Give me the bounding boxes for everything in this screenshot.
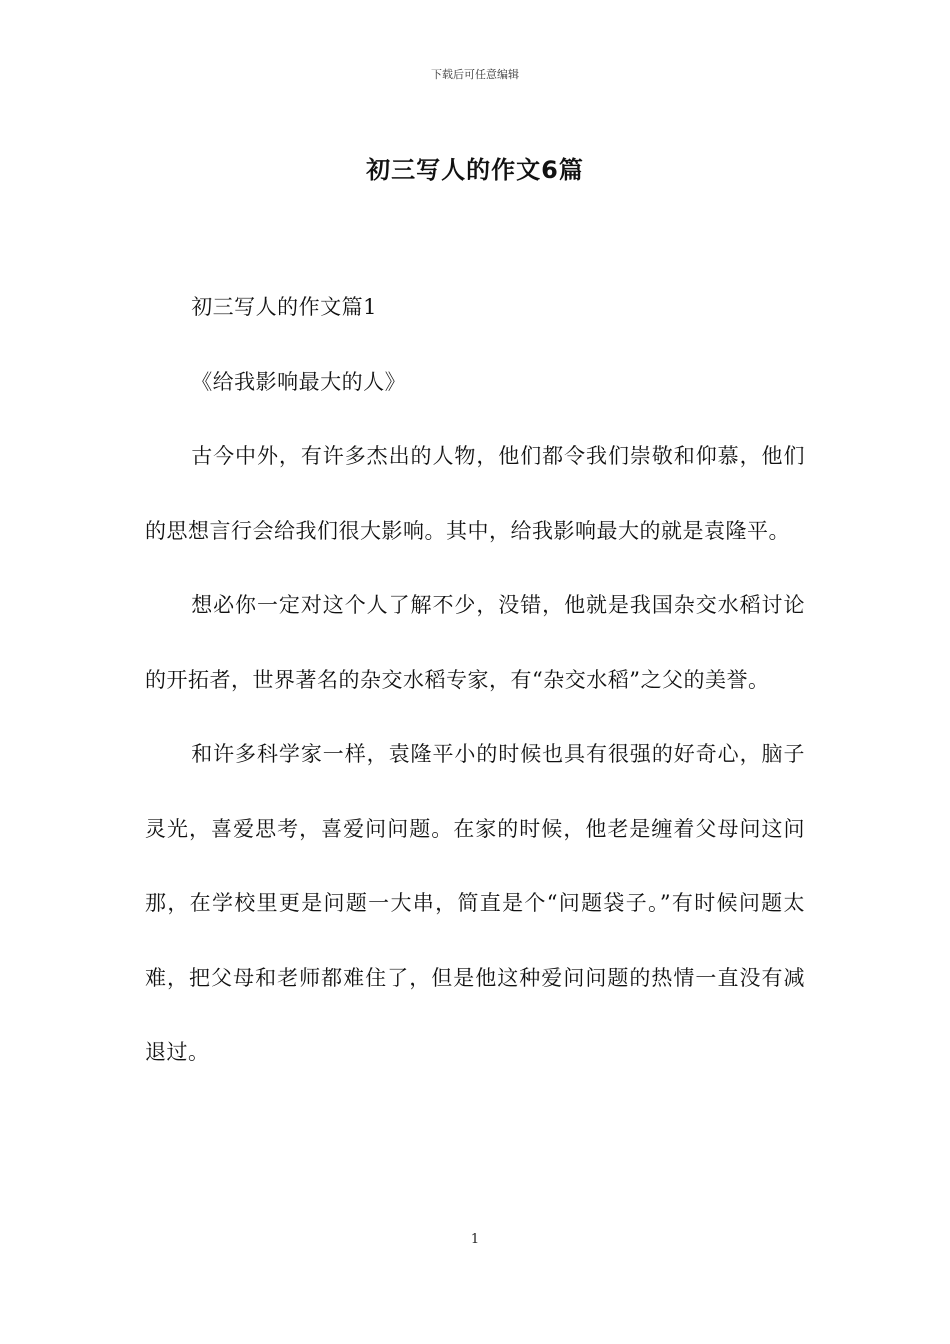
page-number: 1 [470,1232,480,1247]
paragraph: 想必你一定对这个人了解不少，没错，他就是我国杂交水稻讨论的开拓者，世界著名的杂交水稻专家，有“杂交水稻”之父的美誉。 [145,593,805,692]
document-body [145,270,805,1090]
header-note: 下载后可任意编辑 [431,68,519,81]
paragraph: 古今中外，有许多杰出的人物，他们都令我们崇敬和仰慕，他们的思想言行会给我们很大影响。其中，给我影响最大的就是袁隆平。 [145,444,805,543]
essay-title: 《给我影响最大的人》 [191,369,407,394]
paragraph: 和许多科学家一样，袁隆平小的时候也具有很强的好奇心，脑子灵光，喜爱思考，喜爱问问题。在家的时候，他老是缠着父母问这问那，在学校里更是问题一大串，简直是个“问题袋子。”有时候问题太难，把父母和老师都难住了，但是他这种爱问问题的热情一直没有减退过。 [145,742,805,1064]
document-title: 初三写人的作文6篇 [366,156,584,184]
section-heading: 初三写人的作文篇1 [191,295,378,319]
